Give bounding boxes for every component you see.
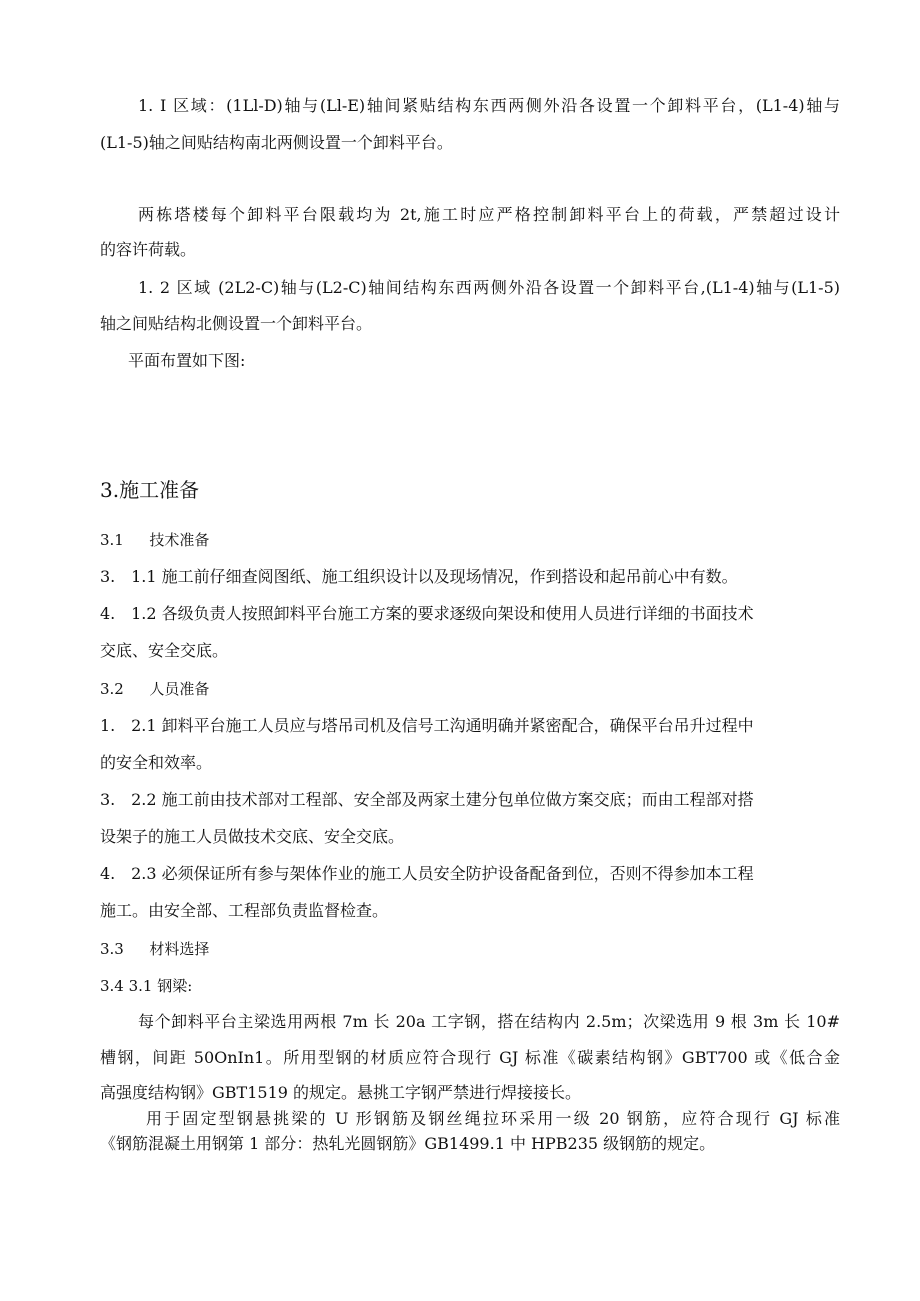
load-line-2: 的容许荷载。 [100, 240, 197, 259]
staff-item-3-text: 2.3 必须保证所有参与架体作业的施工人员安全防护设备配备到位，否则不得参加本工程 [131, 864, 754, 883]
staff-item-3 [100, 864, 754, 884]
material-p1-line-3: 高强度结构钢》GBT1519 的规定。悬挑工字钢严禁进行焊接接长。 [100, 1083, 582, 1102]
subheading-material-num: 3.3 [100, 940, 124, 958]
staff-item-3-num: 4. [100, 864, 116, 883]
subheading-material [100, 939, 209, 959]
staff-item-3-cont: 施工。由安全部、工程部负责监督检查。 [100, 901, 389, 920]
staff-item-1-text: 2.1 卸料平台施工人员应与塔吊司机及信号工沟通明确并紧密配合，确保平台吊升过程中 [131, 716, 754, 735]
tech-item-1-text: 1.1 施工前仔细查阅图纸、施工组织设计以及现场情况，作到搭设和起吊前心中有数。 [131, 567, 738, 586]
subheading-staff-title: 人员准备 [149, 680, 210, 698]
zone1-line-1: 1. I 区域：(1Ll-D)轴与(Ll-E)轴间紧贴结构东西两侧外沿各设置一个卸料平台，(L1-4)轴与 [138, 96, 840, 115]
subheading-material-title: 材料选择 [149, 940, 210, 958]
tech-item-2-cont: 交底、安全交底。 [100, 641, 229, 660]
material-p1-line-2: 槽钢，间距 50OnIn1。所用型钢的材质应符合现行 GJ 标准《碳素结构钢》GBT700 或《低合金 [100, 1048, 840, 1067]
material-p2-line-1: 用于固定型钢悬挑梁的 U 形钢筋及钢丝绳拉环采用一级 20 钢筋，应符合现行 GJ 标准 [146, 1109, 840, 1128]
subheading-tech-title: 技术准备 [149, 531, 210, 549]
zone1-line-2: (L1-5)轴之间贴结构南北两侧设置一个卸料平台。 [100, 133, 453, 152]
tech-item-2 [100, 604, 754, 624]
layout-note: 平面布置如下图: [128, 351, 246, 370]
tech-item-1 [100, 567, 738, 587]
staff-item-1 [100, 716, 754, 736]
material-p1-line-1: 每个卸料平台主梁选用两根 7m 长 20a 工字钢，搭在结构内 2.5m；次梁选用 9 根 3m 长 10# [138, 1012, 840, 1031]
staff-item-2-text: 2.2 施工前由技术部对工程部、安全部及两家土建分包单位做方案交底；而由工程部对搭 [131, 790, 754, 809]
material-p2-line-2: 《钢筋混凝土用钢第 1 部分：热轧光圆钢筋》GB1499.1 中 HPB235 级钢筋的规定。 [100, 1134, 716, 1153]
zone2-line-1: 1. 2 区域 (2L2-C)轴与(L2-C)轴间结构东西两侧外沿各设置一个卸料平台,(L1-4)轴与(L1-5) [138, 278, 840, 297]
staff-item-2-cont: 设架子的施工人员做技术交底、安全交底。 [100, 827, 405, 846]
section-heading-prep: 3.施工准备 [100, 478, 200, 502]
load-line-1: 两栋塔楼每个卸料平台限载均为 2t,施工时应严格控制卸料平台上的荷载，严禁超过设计 [138, 205, 840, 224]
staff-item-1-cont: 的安全和效率。 [100, 753, 213, 772]
staff-item-2 [100, 790, 754, 810]
subheading-tech-num: 3.1 [100, 531, 124, 549]
staff-item-1-num: 1. [100, 716, 116, 735]
staff-item-2-num: 3. [100, 790, 116, 809]
subheading-staff [100, 679, 209, 699]
subheading-staff-num: 3.2 [100, 680, 124, 698]
tech-item-2-text: 1.2 各级负责人按照卸料平台施工方案的要求逐级向架设和使用人员进行详细的书面技术 [131, 604, 754, 623]
subheading-tech [100, 530, 209, 550]
tech-item-2-num: 4. [100, 604, 116, 623]
material-sub-steel-beam: 3.4 3.1 钢梁: [100, 977, 193, 995]
tech-item-1-num: 3. [100, 567, 116, 586]
zone2-line-2: 轴之间贴结构北侧设置一个卸料平台。 [100, 314, 373, 333]
